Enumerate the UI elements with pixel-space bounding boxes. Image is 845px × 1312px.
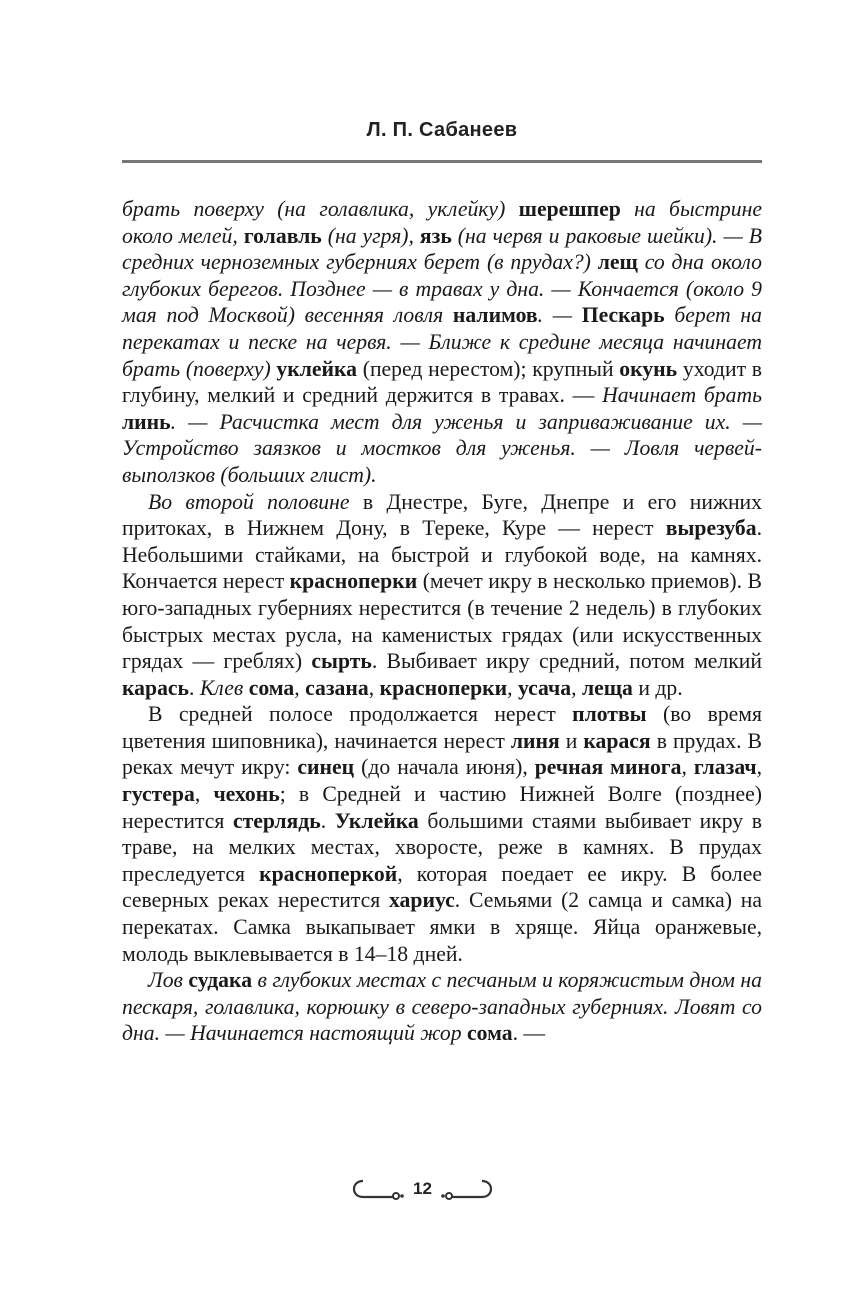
text-run: уходит в глубину, мелкий и средний держится в травах. — bbox=[122, 356, 762, 408]
header-rule bbox=[122, 160, 762, 163]
text-run: . Выбивает икру средний, потом мелкий bbox=[371, 649, 762, 674]
text-run: , bbox=[194, 782, 214, 807]
text-run: , bbox=[681, 755, 694, 780]
left-hook-ornament-icon bbox=[349, 1178, 405, 1200]
text-run: Лов bbox=[148, 968, 189, 993]
text-run: (на угря), bbox=[321, 223, 420, 248]
bold-term: окунь bbox=[619, 356, 678, 381]
page-footer bbox=[0, 1176, 845, 1202]
bold-term: Уклейка bbox=[334, 808, 419, 833]
paragraph bbox=[122, 701, 762, 967]
bold-term: уклейка bbox=[276, 356, 358, 381]
bold-term: линя bbox=[510, 728, 560, 753]
bold-term: леща bbox=[581, 675, 633, 700]
text-run: в прудах. В реках мечут икру: bbox=[122, 728, 763, 780]
text-run: . — bbox=[537, 303, 582, 328]
text-run: (во время цветения шиповника), начинается нерест bbox=[122, 702, 762, 753]
paragraph bbox=[122, 196, 762, 489]
bold-term: синец bbox=[297, 755, 355, 780]
bold-term: вырезуба bbox=[665, 516, 757, 541]
page-number: 12 bbox=[413, 1179, 432, 1198]
text-run: , которая поедает ее икру. В более северных реках нерестится bbox=[122, 861, 762, 913]
text-run: Во второй половине bbox=[148, 489, 350, 514]
text-run: брать поверху (на голавлика, уклейку) bbox=[122, 197, 519, 221]
bold-term: сома bbox=[467, 1021, 513, 1046]
bold-term: красноперкой bbox=[259, 861, 398, 886]
text-run: берет на перекатах и песке на червя. — Ближе к средине месяца начинает брать (поверху) bbox=[122, 303, 762, 381]
paragraph bbox=[122, 489, 762, 702]
text-run: Клев bbox=[199, 675, 244, 700]
text-run: В средней полосе продолжается нерест bbox=[148, 702, 573, 727]
text-run: и др. bbox=[632, 675, 683, 700]
bold-term: стерлядь bbox=[232, 808, 321, 833]
bold-term: плотвы bbox=[572, 702, 647, 727]
text-run: ; в Средней и частию Нижней Волге (позднее) нерестится bbox=[122, 782, 762, 833]
text-run: большими стаями выбивает икру в траве, на мелких местах, хворосте, реже в камнях. В прудах преследуется bbox=[122, 808, 763, 886]
bold-term: линь bbox=[122, 409, 171, 434]
bold-term: чехонь bbox=[213, 782, 280, 807]
bold-term: густера bbox=[122, 782, 195, 807]
text-run: , bbox=[294, 675, 306, 700]
bold-term: красноперки bbox=[289, 569, 418, 594]
text-run: Начинает брать bbox=[602, 383, 762, 408]
bold-term: сырть bbox=[311, 649, 372, 674]
bold-term: карась bbox=[122, 675, 190, 700]
bold-term: налимов bbox=[452, 303, 538, 328]
bold-term: шерешпер bbox=[518, 197, 621, 221]
text-run: . bbox=[320, 808, 335, 833]
text-run: , bbox=[368, 675, 380, 700]
right-hook-ornament-icon bbox=[440, 1178, 496, 1200]
text-run: . Небольшими стайками, на быстрой и глубокой воде, на камнях. Кончается нерест bbox=[122, 516, 762, 594]
body-text bbox=[122, 196, 762, 1047]
bold-term: сома bbox=[248, 675, 295, 700]
text-run: (мечет икру в несколько приемов). В юго-западных губерниях нерестится (в течение 2 недель) в глубоких быстрых местах русла, на каменистых грядах (или искусственных грядах — греблях) bbox=[122, 569, 762, 674]
text-run: . bbox=[189, 675, 200, 700]
text-run: в Днестре, Буге, Днепре и его нижних притоках, в Нижнем Дону, в Тереке, Куре — нерест bbox=[122, 489, 762, 541]
text-run: на быстрине около мелей, bbox=[122, 197, 763, 248]
text-run: , bbox=[507, 675, 518, 700]
text-run: (перед нерестом); крупный bbox=[357, 356, 620, 381]
bold-term: сазана bbox=[305, 675, 369, 700]
text-run: , bbox=[756, 755, 762, 780]
bold-term: красноперки bbox=[379, 675, 508, 700]
bold-term: лещ bbox=[597, 250, 638, 275]
text-run: . — bbox=[512, 1021, 546, 1046]
text-run: и bbox=[559, 728, 584, 753]
bold-term: Пескарь bbox=[581, 303, 665, 328]
bold-term: хариус bbox=[389, 888, 455, 913]
text-run: (до начала июня), bbox=[354, 755, 535, 780]
bold-term: карася bbox=[583, 728, 651, 753]
bold-term: голавль bbox=[243, 223, 322, 248]
paragraph bbox=[122, 967, 762, 1047]
bold-term: судака bbox=[188, 968, 253, 993]
bold-term: язь bbox=[419, 223, 452, 248]
bold-term: усача bbox=[517, 675, 572, 700]
bold-term: речная минога bbox=[534, 755, 682, 780]
running-head: Л. П. Сабанеев bbox=[366, 119, 518, 141]
text-run: . — Расчистка мест для уженья и заприваживание их. — Устройство заязков и мостков для уженья. — Ловля червей-выползков (больших глист). bbox=[122, 409, 762, 487]
bold-term: глазач bbox=[693, 755, 757, 780]
text-run: . Семьями (2 самца и самка) на перекатах. Самка выкапывает ямки в хряще. Яйца оранжевые, молодь выклевывается в 14–18 дней. bbox=[122, 888, 762, 966]
text-run: , bbox=[571, 675, 582, 700]
text-run: в глубоких местах с песчаным и коряжистым дном на пескаря, голавлика, корюшку в северо-западных губерниях. Ловят со дна. — Начинается настоящий жор bbox=[122, 968, 762, 1046]
text-run: (на червя и раковые шейки). — В средних черноземных губерниях берет (в прудах?) bbox=[122, 223, 762, 275]
text-run: со дна около глубоких берегов. Позднее — в травах у дна. — Кончается (около 9 мая под Москвой) весенняя ловля bbox=[122, 250, 762, 328]
